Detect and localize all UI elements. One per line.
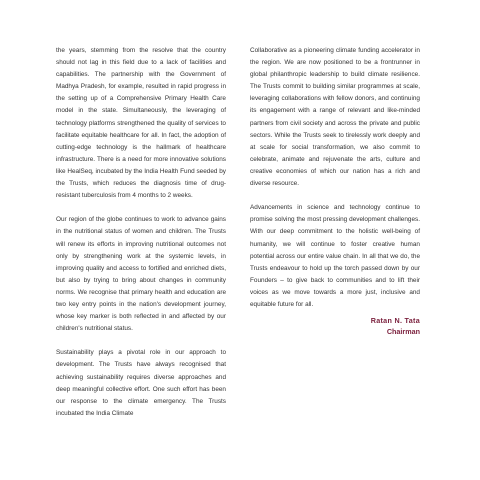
paragraph: Advancements in science and technology continue to promise solving the most pressing development challenges. With our deep commitment to the holistic well-being of humanity, we will continue to foster creative human potential across our entire value chain. In all that we do, the Trusts endeavour to hold up the torch passed down by our Founders – to give back to communities and to lift their voices as we move towards a more just, inclusive and equitable future for all. <box>250 204 420 308</box>
signature-title: Chairman <box>386 327 420 337</box>
signature-name: Ratan N. Tata <box>370 316 420 326</box>
paragraph: the years, stemming from the resolve that the country should not lag in this field due to a lack of facilities and capabilities. The partnership with the Government of Madhya Pradesh, for example, resulted in rapid progress in the setting up of a Comprehensive Primary Health Care model in the state. Simultaneously, the leveraging of technology platforms strengthened the quality of services to facilitate equitable healthcare for all. In fact, the adoption of cutting-edge technology is the hallmark of healthcare infrastructure. There is a need for more innovative solutions like HealSeq, incubated by the India Health Fund seeded by the Trusts, which reduces the diagnosis time of drug-resistant tuberculosis from 4 months to 2 weeks. <box>56 47 226 200</box>
paragraph: Collaborative as a pioneering climate funding accelerator in the region. We are now positioned to be a frontrunner in global philanthropic leadership to build climate resilience. The Trusts commit to building similar programmes at scale, leveraging collaborations with fellow donors, and continuing its engagement with a range of relevant and like-minded partners from civil society and across the private and public sectors. While the Trusts seek to tirelessly work deeply and at scale for social transformation, we also commit to celebrate, animate and rejuvenate the arts, culture and creative economies of which our nation has a rich and diverse resource. <box>250 47 420 188</box>
left-column <box>56 45 226 432</box>
paragraph: Sustainability plays a pivotal role in our approach to development. The Trusts have always recognised that achieving sustainability requires diverse approaches and deep meaningful collective effort. One such effort has been our response to the climate emergency. The Trusts incubated the India Climate <box>56 349 226 417</box>
paragraph: Our region of the globe continues to work to advance gains in the nutritional status of women and children. The Trusts will renew its efforts in improving nutritional outcomes not only by strengthening work at the systemic levels, in improving quality and access to fortified and enriched diets, but also by trying to bring about changes in community norms. We recognise that primary health and education are two key entry points in the nation's development journey, whose key marker is both reflected in and affected by our children's nutritional status. <box>56 216 226 333</box>
signature-block <box>250 315 420 337</box>
right-column <box>250 45 420 337</box>
